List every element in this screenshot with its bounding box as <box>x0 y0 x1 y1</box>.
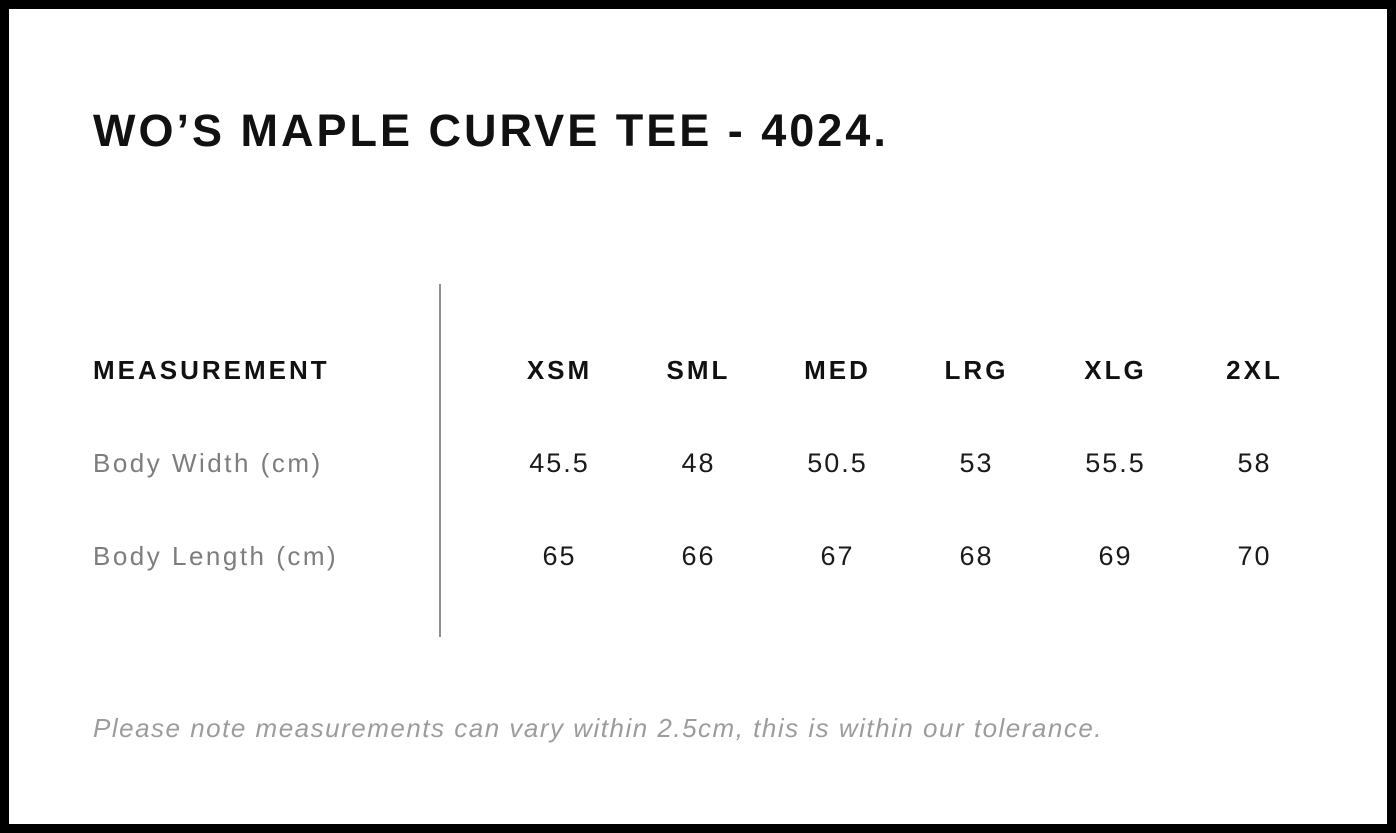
body-length-xsm: 65 <box>542 540 577 571</box>
body-width-lrg: 53 <box>959 447 994 478</box>
body-width-xlg: 55.5 <box>1085 447 1146 478</box>
tolerance-note: Please note measurements can vary within 2.5cm, this is within our tolerance. <box>93 713 1104 743</box>
column-header-sml: SML <box>666 354 731 385</box>
body-width-xsm: 45.5 <box>529 447 590 478</box>
column-header-lrg: LRG <box>944 354 1009 385</box>
spacer <box>440 433 490 493</box>
column-header-xlg: XLG <box>1084 354 1147 385</box>
page-title: WO’S MAPLE CURVE TEE - 4024. <box>93 105 889 156</box>
column-header-measurement: MEASUREMENT <box>93 354 330 385</box>
body-length-sml: 66 <box>681 540 716 571</box>
row-label-body-length: Body Length (cm) <box>93 540 339 571</box>
size-table <box>93 340 1324 586</box>
spacer <box>440 526 490 586</box>
body-width-sml: 48 <box>681 447 716 478</box>
body-width-2xl: 58 <box>1237 447 1272 478</box>
row-label-body-width: Body Width (cm) <box>93 447 323 478</box>
body-width-med: 50.5 <box>807 447 868 478</box>
body-length-lrg: 68 <box>959 540 994 571</box>
column-header-med: MED <box>804 354 871 385</box>
column-header-xsm: XSM <box>526 354 593 385</box>
column-header-2xl: 2XL <box>1226 354 1283 385</box>
spacer <box>440 340 490 400</box>
body-length-med: 67 <box>820 540 855 571</box>
body-length-xlg: 69 <box>1098 540 1133 571</box>
body-length-2xl: 70 <box>1237 540 1272 571</box>
